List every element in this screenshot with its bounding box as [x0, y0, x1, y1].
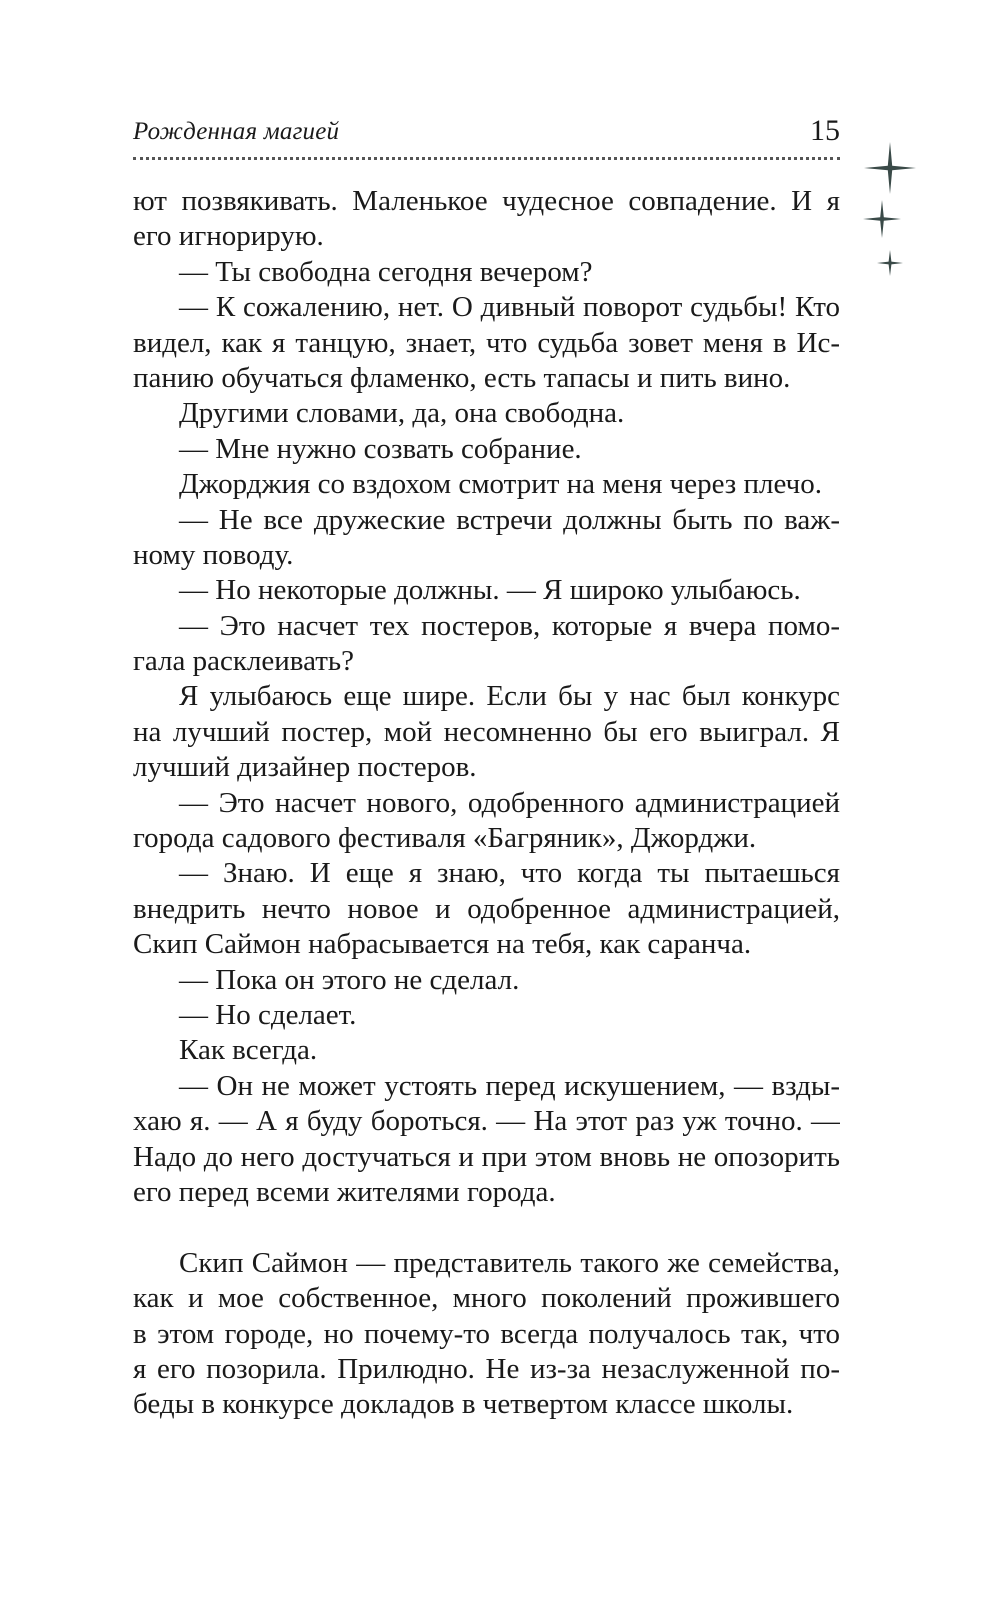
text-line: Надо до него достучаться и при этом вновь не опозорить — [133, 1140, 840, 1173]
paragraph-gap — [133, 1210, 840, 1245]
text-line: Я улыбаюсь еще шире. Если бы у нас был конкурс — [179, 680, 840, 713]
text-line: — Это насчет тех постеров, которые я вчера помо- — [179, 609, 840, 642]
text-line: Как всегда. — [179, 1034, 318, 1067]
text-line: — Это насчет нового, одобренного администрацией — [179, 786, 840, 819]
sparkles-decoration — [860, 140, 920, 290]
text-line: Скип Саймон — представитель такого же семейства, — [179, 1246, 840, 1279]
text-line: ному поводу. — [133, 538, 294, 571]
text-line: — Ты свободна сегодня вечером? — [179, 255, 593, 288]
text-line: ют позвякивать. Маленькое чудесное совпадение. И я — [133, 185, 840, 217]
text-line: на лучший постер, мой несомненно бы его выиграл. Я — [133, 715, 840, 748]
page-header — [133, 114, 840, 154]
text-line: — Пока он этого не сделал. — [179, 963, 520, 996]
sparkle-icon — [863, 200, 901, 238]
sparkle-icon — [864, 142, 916, 194]
text-line: панию обучаться фламенко, есть тапасы и пить вино. — [133, 361, 791, 394]
text-line: — Но некоторые должны. — Я широко улыбаюсь. — [179, 574, 801, 607]
text-line: видел, как я танцую, знает, что судьба зовет меня в Ис- — [133, 326, 840, 359]
text-line: Другими словами, да, она свободна. — [179, 397, 625, 430]
header-divider — [133, 157, 840, 160]
text-line: — К сожалению, нет. О дивный поворот судьбы! Кто — [179, 291, 840, 324]
text-line: гала расклеивать? — [133, 645, 355, 678]
text-line: его игнорирую. — [133, 220, 324, 253]
text-line: — Не все дружеские встречи должны быть по важ- — [179, 503, 840, 536]
sparkle-icon — [877, 250, 903, 276]
text-line: — Мне нужно созвать собрание. — [179, 432, 582, 465]
text-line: в этом городе, но почему-то всегда получалось так, что — [133, 1317, 840, 1350]
text-line: города садового фестиваля «Багряник», Джорджи. — [133, 822, 757, 855]
running-title: Рожденная магией — [133, 118, 340, 145]
text-line: внедрить нечто новое и одобренное администрацией, — [133, 892, 840, 925]
text-line: лучший дизайнер постеров. — [133, 751, 477, 784]
page-number: 15 — [810, 114, 840, 147]
text-line: — Он не может устоять перед искушением, — взды- — [179, 1069, 840, 1102]
text-line: — Но сделает. — [179, 998, 357, 1031]
text-line: я его позорила. Прилюдно. Не из-за незаслуженной по- — [133, 1352, 840, 1385]
body-text — [133, 184, 840, 1423]
text-line: его перед всеми жителями города. — [133, 1175, 556, 1208]
text-line: хаю я. — А я буду бороться. — На этот раз уж точно. — — [133, 1105, 840, 1138]
text-line: — Знаю. И еще я знаю, что когда ты пытаешься — [179, 857, 840, 890]
text-line: Джорджия со вздохом смотрит на меня через плечо. — [179, 468, 822, 501]
text-line: Скип Саймон набрасывается на тебя, как саранча. — [133, 928, 752, 961]
text-line: беды в конкурсе докладов в четвертом классе школы. — [133, 1388, 794, 1421]
text-line: как и мое собственное, много поколений прожившего — [133, 1282, 840, 1315]
